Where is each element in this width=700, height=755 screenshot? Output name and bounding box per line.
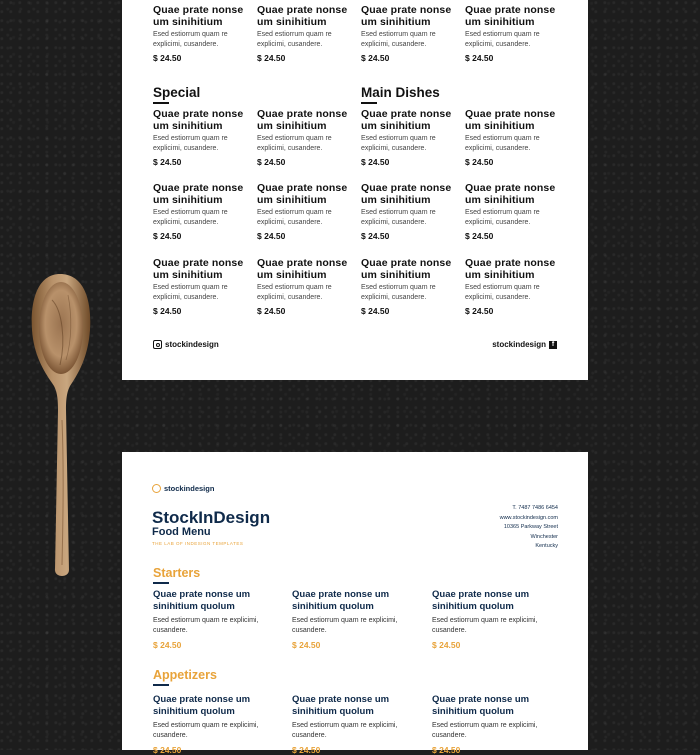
menu-sheet-top [122, 0, 588, 380]
section-title: Appetizers [153, 668, 217, 682]
item-description: Esed estiorrum quam re explicimi, cusandere. [361, 134, 457, 153]
menu-item [153, 182, 249, 241]
item-price: $ 24.50 [465, 157, 561, 167]
item-title: Quae prate nonse um sinihitium [153, 108, 249, 132]
item-title: Quae prate nonse um sinihitium [361, 108, 457, 132]
item-title: Quae prate nonse um sinihitium [153, 4, 249, 28]
item-title: Quae prate nonse um sinihitium [465, 257, 561, 281]
menu-item [153, 108, 249, 167]
item-description: Esed estiorrum quam re explicimi, cusandere. [292, 721, 412, 740]
item-description: Esed estiorrum quam re explicimi, cusandere. [465, 134, 561, 153]
menu-item [432, 589, 552, 650]
menu-item [257, 257, 353, 316]
section-title: Special [153, 85, 200, 100]
item-title: Quae prate nonse um sinihitium [465, 4, 561, 28]
menu-item [292, 694, 412, 755]
item-title: Quae prate nonse um sinihitium [257, 257, 353, 281]
menu-item [432, 694, 552, 755]
item-price: $ 24.50 [361, 157, 457, 167]
item-price: $ 24.50 [361, 306, 457, 316]
item-title: Quae prate nonse um sinihitium [153, 257, 249, 281]
item-description: Esed estiorrum quam re explicimi, cusandere. [432, 721, 552, 740]
item-title: Quae prate nonse um sinihitium [465, 182, 561, 206]
menu-item [257, 108, 353, 167]
item-description: Esed estiorrum quam re explicimi, cusandere. [257, 30, 353, 49]
item-description: Esed estiorrum quam re explicimi, cusandere. [465, 30, 561, 49]
item-title: Quae prate nonse um sinihitium [465, 108, 561, 132]
section-underline [153, 582, 169, 584]
menu-item [465, 182, 561, 241]
item-title: Quae prate nonse um sinihitium quolum [432, 694, 552, 718]
item-price: $ 24.50 [153, 157, 249, 167]
menu-item [153, 257, 249, 316]
social-handle-text: stockindesign [492, 340, 546, 349]
facebook-icon: f [549, 341, 557, 349]
menu-item [361, 182, 457, 241]
item-description: Esed estiorrum quam re explicimi, cusandere. [153, 134, 249, 153]
item-description: Esed estiorrum quam re explicimi, cusandere. [361, 208, 457, 227]
item-title: Quae prate nonse um sinihitium [361, 257, 457, 281]
item-price: $ 24.50 [465, 231, 561, 241]
menu-item [361, 4, 457, 63]
menu-item [465, 4, 561, 63]
menu-item [465, 257, 561, 316]
item-title: Quae prate nonse um sinihitium [361, 4, 457, 28]
contact-street: 10365 Parkway Street [500, 523, 558, 533]
item-description: Esed estiorrum quam re explicimi, cusandere. [361, 30, 457, 49]
contact-phone: T. 7487 7486 6454 [500, 504, 558, 514]
item-price: $ 24.50 [432, 745, 552, 755]
item-description: Esed estiorrum quam re explicimi, cusandere. [292, 616, 412, 635]
item-title: Quae prate nonse um sinihitium quolum [292, 694, 412, 718]
item-price: $ 24.50 [465, 306, 561, 316]
item-title: Quae prate nonse um sinihitium quolum [432, 589, 552, 613]
section-heading-special [153, 85, 200, 104]
menu-item [465, 108, 561, 167]
contact-block [500, 504, 558, 552]
item-price: $ 24.50 [153, 231, 249, 241]
item-title: Quae prate nonse um sinihitium quolum [153, 589, 273, 613]
item-price: $ 24.50 [153, 640, 273, 650]
item-title: Quae prate nonse um sinihitium [153, 182, 249, 206]
item-price: $ 24.50 [292, 640, 412, 650]
item-description: Esed estiorrum quam re explicimi, cusandere. [153, 721, 273, 740]
item-price: $ 24.50 [432, 640, 552, 650]
section-heading-main-dishes [361, 85, 440, 104]
item-price: $ 24.50 [257, 53, 353, 63]
instagram-handle [153, 340, 219, 349]
item-title: Quae prate nonse um sinihitium [257, 108, 353, 132]
item-price: $ 24.50 [292, 745, 412, 755]
item-description: Esed estiorrum quam re explicimi, cusandere. [153, 208, 249, 227]
menu-item [361, 108, 457, 167]
item-title: Quae prate nonse um sinihitium [257, 4, 353, 28]
item-description: Esed estiorrum quam re explicimi, cusandere. [153, 283, 249, 302]
menu-sheet-bottom [122, 452, 588, 750]
contact-website: www.stockindesign.com [500, 514, 558, 524]
item-description: Esed estiorrum quam re explicimi, cusandere. [432, 616, 552, 635]
item-price: $ 24.50 [257, 306, 353, 316]
section-underline [153, 102, 169, 104]
section-heading-appetizers [153, 668, 217, 686]
section-underline [361, 102, 377, 104]
brand-tagline: THE LAB OF INDESIGN TEMPLATES [152, 541, 243, 546]
item-description: Esed estiorrum quam re explicimi, cusandere. [153, 30, 249, 49]
item-description: Esed estiorrum quam re explicimi, cusandere. [257, 283, 353, 302]
item-price: $ 24.50 [153, 53, 249, 63]
item-description: Esed estiorrum quam re explicimi, cusandere. [257, 208, 353, 227]
item-description: Esed estiorrum quam re explicimi, cusandere. [153, 616, 273, 635]
item-title: Quae prate nonse um sinihitium [361, 182, 457, 206]
menu-item [257, 182, 353, 241]
item-price: $ 24.50 [153, 745, 273, 755]
item-description: Esed estiorrum quam re explicimi, cusandere. [361, 283, 457, 302]
menu-item [153, 4, 249, 63]
social-handle-text: stockindesign [165, 340, 219, 349]
brand-handle [152, 484, 214, 493]
menu-item [257, 4, 353, 63]
menu-subtitle: Food Menu [152, 526, 211, 538]
section-underline [153, 684, 169, 686]
item-description: Esed estiorrum quam re explicimi, cusandere. [465, 208, 561, 227]
contact-state: Kentucky [500, 542, 558, 552]
item-price: $ 24.50 [257, 231, 353, 241]
wooden-spoon-image [22, 270, 102, 580]
facebook-handle [492, 340, 557, 349]
item-title: Quae prate nonse um sinihitium quolum [153, 694, 273, 718]
section-title: Main Dishes [361, 85, 440, 100]
menu-item [361, 257, 457, 316]
item-title: Quae prate nonse um sinihitium quolum [292, 589, 412, 613]
section-heading-starters [153, 566, 200, 584]
instagram-icon [153, 340, 162, 349]
menu-item [292, 589, 412, 650]
item-price: $ 24.50 [153, 306, 249, 316]
item-price: $ 24.50 [361, 231, 457, 241]
brand-handle-text: stockindesign [164, 484, 214, 493]
contact-city: Winchester [500, 533, 558, 543]
item-price: $ 24.50 [257, 157, 353, 167]
menu-item [153, 589, 273, 650]
brand-title: StockInDesign [152, 508, 270, 528]
item-description: Esed estiorrum quam re explicimi, cusandere. [465, 283, 561, 302]
section-title: Starters [153, 566, 200, 580]
item-description: Esed estiorrum quam re explicimi, cusandere. [257, 134, 353, 153]
instagram-icon [152, 484, 161, 493]
item-title: Quae prate nonse um sinihitium [257, 182, 353, 206]
menu-item [153, 694, 273, 755]
item-price: $ 24.50 [361, 53, 457, 63]
item-price: $ 24.50 [465, 53, 561, 63]
